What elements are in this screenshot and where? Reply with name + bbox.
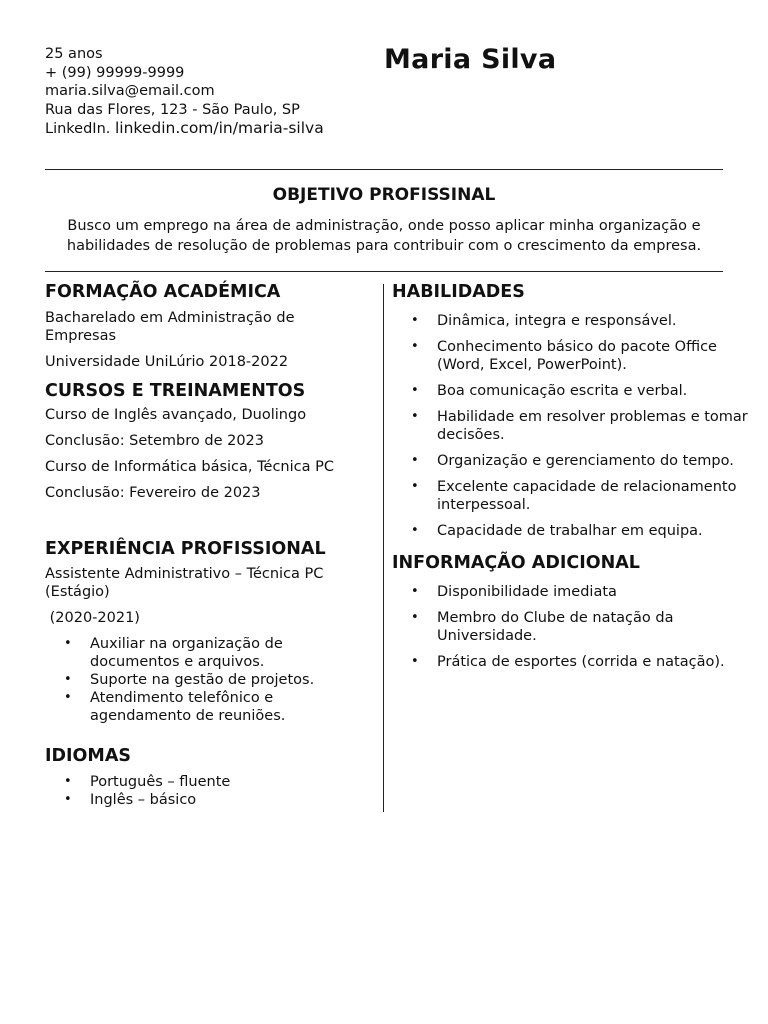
languages-list (45, 773, 365, 809)
languages-title: IDIOMAS (45, 746, 131, 766)
objective-line-2: habilidades de resolução de problemas para contribuir com o crescimento da empresa. (66, 238, 702, 254)
course-item: Conclusão: Setembro de 2023 (45, 433, 265, 449)
additional-section (392, 554, 762, 671)
list-item: • Boa comunicação escrita e verbal. (411, 383, 688, 399)
objective-text (45, 216, 723, 256)
bullet-icon: • (411, 479, 419, 494)
bullet-icon: • (64, 690, 72, 705)
bullet-icon: • (411, 523, 419, 538)
education-degree: Bacharelado em Administração de Empresas (45, 310, 295, 344)
education-section (45, 283, 365, 371)
candidate-name: Maria Silva (384, 44, 557, 75)
list-item: • Excelente capacidade de relacionamento interpessoal. (411, 479, 737, 513)
bullet-icon: • (411, 313, 419, 328)
objective-title: OBJETIVO PROFISSINAL (272, 185, 496, 205)
list-item: • Atendimento telefônico e agendamento de reuniões. (64, 690, 286, 724)
skills-section (392, 283, 762, 540)
bullet-icon: • (64, 672, 72, 687)
divider-top (45, 169, 723, 170)
additional-list (392, 583, 762, 671)
list-item: • Prática de esportes (corrida e natação). (411, 654, 725, 670)
bullet-icon: • (411, 610, 419, 625)
email[interactable]: maria.silva@email.com (45, 83, 215, 99)
bullet-icon: • (64, 792, 72, 807)
objective-line-1: Busco um emprego na área de administração, onde posso aplicar minha organização e (67, 218, 701, 234)
list-item: • Dinâmica, integra e responsável. (411, 313, 677, 329)
course-item: Conclusão: Fevereiro de 2023 (45, 485, 261, 501)
list-item: • Auxiliar na organização de documentos e arquivos. (64, 636, 283, 670)
age: 25 anos (45, 46, 103, 62)
bullet-icon: • (411, 383, 419, 398)
phone: + (99) 99999-9999 (45, 64, 185, 81)
bullet-icon: • (64, 636, 72, 651)
list-item: • Disponibilidade imediata (411, 584, 617, 600)
list-item: • Habilidade em resolver problemas e tomar decisões. (411, 409, 748, 443)
bullet-icon: • (411, 339, 419, 354)
additional-title: INFORMAÇÃO ADICIONAL (392, 553, 640, 573)
list-item: • Inglês – básico (64, 792, 197, 808)
bullet-icon: • (411, 409, 419, 424)
bullet-icon: • (411, 453, 419, 468)
education-title: FORMAÇÃO ACADÉMICA (45, 282, 281, 302)
address: Rua das Flores, 123 - São Paulo, SP (45, 101, 300, 118)
courses-title: CURSOS E TREINAMENTOS (45, 381, 306, 401)
divider-middle (45, 271, 723, 272)
linkedin (45, 119, 324, 139)
course-item: Curso de Inglês avançado, Duolingo (45, 407, 307, 423)
list-item: • Capacidade de trabalhar em equipa. (411, 523, 703, 539)
skills-list (392, 312, 762, 540)
list-item: • Português – fluente (64, 774, 231, 790)
courses-section (45, 382, 365, 502)
experience-title: EXPERIÊNCIA PROFISSIONAL (45, 539, 326, 559)
experience-role: Assistente Administrativo – Técnica PC (Estágio) (45, 566, 324, 600)
bullet-icon: • (411, 654, 419, 669)
languages-section (45, 747, 365, 809)
list-item: • Conhecimento básico do pacote Office (Word, Excel, PowerPoint). (411, 339, 717, 373)
linkedin-label: LinkedIn. (45, 121, 111, 137)
bullet-icon: • (411, 584, 419, 599)
linkedin-link[interactable]: linkedin.com/in/maria-silva (115, 119, 324, 137)
list-item: • Membro do Clube de natação da Universidade. (411, 610, 674, 644)
list-item: • Organização e gerenciamento do tempo. (411, 453, 734, 469)
skills-title: HABILIDADES (392, 282, 525, 302)
experience-period: (2020-2021) (45, 610, 140, 626)
contact-info (45, 45, 324, 139)
column-divider (383, 284, 384, 812)
course-item: Curso de Informática básica, Técnica PC (45, 459, 334, 475)
list-item: • Suporte na gestão de projetos. (64, 672, 315, 688)
experience-list (45, 635, 365, 725)
experience-section (45, 540, 365, 725)
bullet-icon: • (64, 774, 72, 789)
education-university: Universidade UniLúrio 2018-2022 (45, 354, 289, 370)
